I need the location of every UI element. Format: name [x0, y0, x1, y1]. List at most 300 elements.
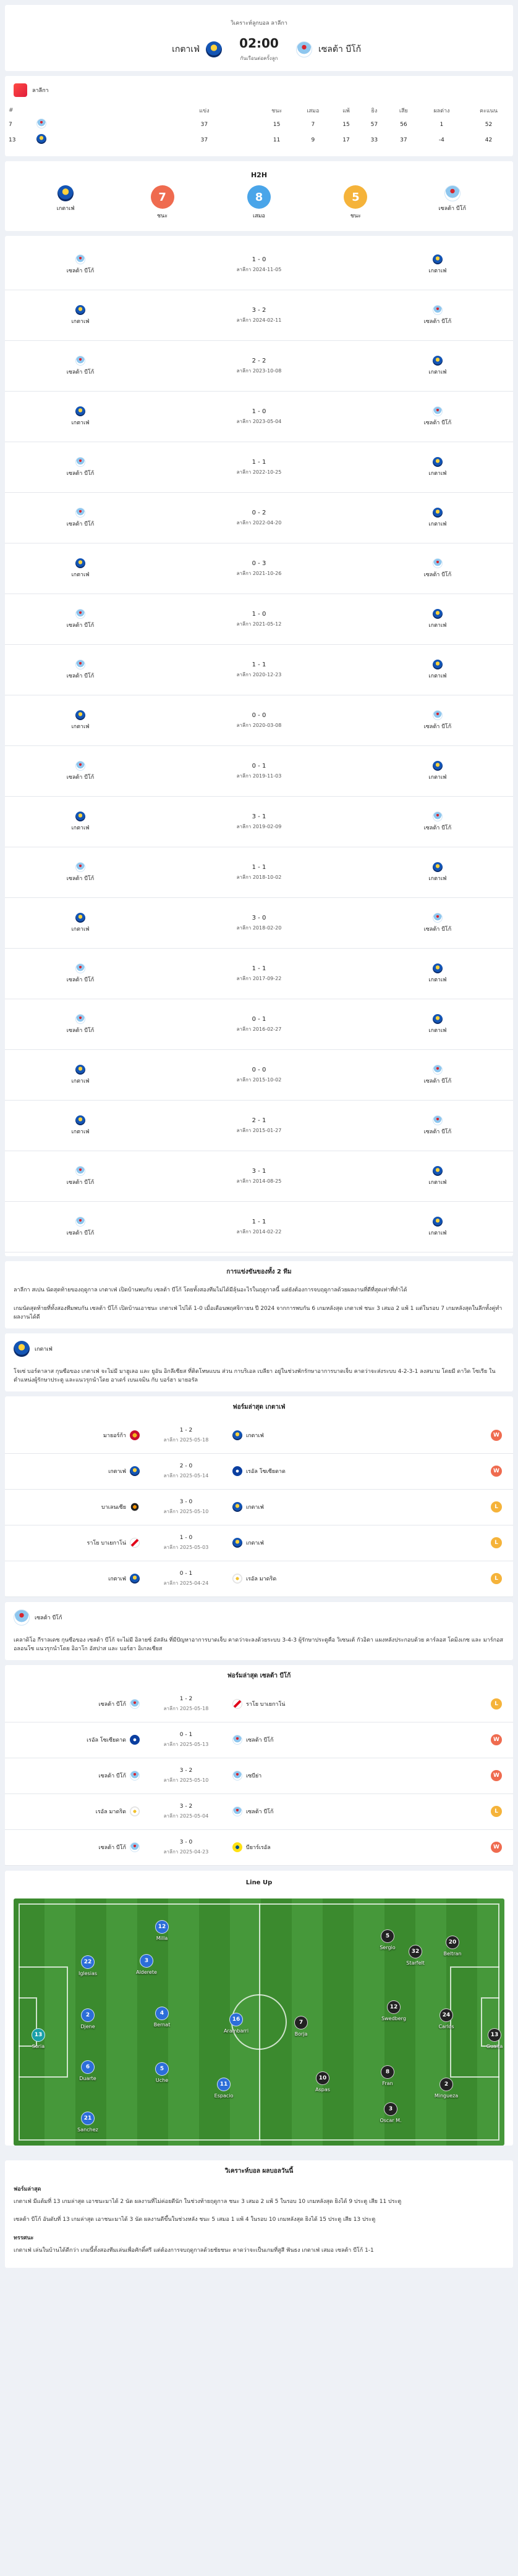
form-away-name: เรอัล โซเซียดาด	[246, 1469, 286, 1475]
match-score: 0 - 1	[252, 762, 266, 770]
getafe-crest-icon	[232, 1538, 242, 1548]
form-away-name: เซลต้า บีโก้	[246, 1809, 274, 1816]
list-item[interactable]	[5, 1151, 513, 1202]
list-item[interactable]	[5, 898, 513, 949]
form-away	[232, 1466, 356, 1476]
match-home-name: เซลต้า บีโก้	[66, 673, 95, 679]
match-score: 2 - 2	[252, 357, 266, 364]
away-section-name: เซลต้า บีโก้	[35, 1614, 62, 1621]
match-home	[25, 609, 136, 629]
match-away-name: เกตาเฟ่	[428, 623, 447, 629]
form-away-name: เกตาเฟ่	[246, 1433, 264, 1440]
form-away	[232, 1842, 356, 1852]
row-pos: 13	[9, 136, 16, 143]
list-item[interactable]	[5, 594, 513, 645]
match-away	[382, 913, 493, 933]
form-score: 3 - 0	[179, 1498, 193, 1505]
list-item[interactable]	[5, 797, 513, 847]
form-result-badge: L	[491, 1698, 502, 1710]
getafe-crest-icon	[433, 1166, 443, 1176]
getafe-crest-icon	[75, 710, 85, 720]
form-score: 2 - 0	[179, 1462, 193, 1469]
form-score: 3 - 0	[179, 1839, 193, 1845]
form-score: 1 - 0	[179, 1534, 193, 1541]
list-item[interactable]	[5, 1050, 513, 1101]
match-score: 3 - 0	[252, 914, 266, 921]
match-away-name: เซลต้า บีโก้	[423, 319, 452, 325]
form-result-badge: W	[491, 1430, 502, 1441]
player-name: Aspas	[315, 2086, 330, 2092]
player-number: 22	[81, 1955, 95, 1969]
match-away-name: เซลต้า บีโก้	[423, 825, 452, 831]
row-team	[33, 132, 66, 148]
table-row[interactable]	[5, 1454, 513, 1490]
player-name: Borja	[294, 2031, 308, 2037]
h2h-title: H2H	[250, 171, 268, 179]
h2h-home-wins	[129, 185, 197, 220]
col-win: ชนะ	[271, 108, 282, 114]
away-player[interactable]	[282, 2016, 320, 2037]
match-away-name: เซลต้า บีโก้	[423, 420, 452, 426]
home-player[interactable]	[69, 1955, 106, 1976]
form-result-badge: L	[491, 1501, 502, 1512]
getafe-crest-icon	[433, 356, 443, 366]
list-item[interactable]	[5, 1202, 513, 1252]
list-item[interactable]	[5, 392, 513, 442]
getafe-crest-icon	[75, 305, 85, 315]
form-score: 3 - 2	[179, 1767, 193, 1774]
form-date: ลาลีกา 2025-05-13	[163, 1741, 209, 1747]
prediction-subtitle: ฟอร์มล่าสุด	[14, 2186, 41, 2192]
list-item[interactable]	[5, 240, 513, 290]
celta-crest-icon	[130, 1842, 140, 1852]
form-away-name: เกตาเฟ่	[246, 1504, 264, 1511]
player-name: Iglesias	[78, 1970, 98, 1976]
match-home-name: เซลต้า บีโก้	[66, 1230, 95, 1236]
form-home	[16, 1430, 140, 1440]
celta-crest-icon	[296, 41, 312, 57]
away-player[interactable]	[375, 2000, 412, 2021]
match-away	[382, 305, 493, 325]
match-home-name: เซลต้า บีโก้	[66, 268, 95, 274]
match-home	[25, 1065, 136, 1085]
getafe-crest-icon	[75, 1115, 85, 1125]
list-item[interactable]	[5, 949, 513, 999]
form-away-name: บียาร์เรอัล	[246, 1845, 271, 1852]
match-header	[5, 5, 513, 71]
match-away-name: เกตาเฟ่	[428, 471, 447, 477]
match-away-name: เกตาเฟ่	[428, 1180, 447, 1186]
celta-crest-icon	[75, 660, 85, 669]
home-section-name: เกตาเฟ่	[35, 1346, 53, 1353]
form-result-badge: W	[491, 1734, 502, 1745]
h2h-draws-label: เสมอ	[253, 213, 265, 219]
row-gd: -4	[438, 136, 444, 143]
row-draw: 9	[311, 136, 315, 143]
table-row[interactable]	[5, 1794, 513, 1830]
getafe-crest-icon	[433, 660, 443, 669]
form-home-name: ราโย บาเยกาโน่	[87, 1540, 126, 1547]
row-pts: 42	[485, 136, 493, 143]
match-home-name: เกตาเฟ่	[71, 724, 90, 730]
lineup-title: Line Up	[245, 1879, 273, 1886]
list-item[interactable]	[5, 341, 513, 392]
match-home-name: เกตาเฟ่	[71, 572, 90, 578]
row-gd: 1	[439, 121, 444, 128]
form-home-name: เกตาเฟ่	[108, 1469, 126, 1475]
form-home	[16, 1806, 140, 1816]
form-home-name: มายอร์ก้า	[103, 1433, 126, 1440]
table-row[interactable]	[5, 132, 513, 148]
celta-crest-icon	[433, 812, 443, 821]
away-form-title: ฟอร์มล่าสุด เซลต้า บีโก้	[227, 1672, 291, 1679]
match-away	[382, 1115, 493, 1136]
match-home	[25, 660, 136, 680]
match-date: ลาลีกา 2023-10-08	[236, 367, 282, 374]
rayo-crest-icon	[130, 1538, 140, 1548]
player-name: Mingueza	[434, 2092, 459, 2099]
match-score: 3 - 1	[252, 1167, 266, 1175]
getafe-crest-icon	[75, 1065, 85, 1075]
list-item[interactable]	[5, 1101, 513, 1151]
h2h-away-label: เซลต้า บีโก้	[438, 206, 466, 212]
match-score: 3 - 2	[252, 306, 266, 314]
match-home-name: เซลต้า บีโก้	[66, 521, 95, 527]
celta-crest-icon	[75, 862, 85, 872]
celta-crest-icon	[130, 1699, 140, 1709]
form-home-name: เกตาเฟ่	[108, 1576, 126, 1583]
match-date: ลาลีกา 2024-02-11	[236, 317, 282, 323]
form-away	[232, 1806, 356, 1816]
getafe-crest-icon	[130, 1574, 140, 1584]
form-date: ลาลีกา 2025-05-10	[163, 1508, 209, 1514]
h2h-match-list	[5, 236, 513, 1256]
player-number: 7	[294, 2016, 308, 2029]
prediction-paragraph: เกตาเฟ่ มีแต้มที่ 13 เกมล่าสุด เอาชนะมาได้ 2 นัด ผลงานที่ไม่ค่อยดีนัก ในช่วงท้ายฤดูกาล ชนะ 3 เสมอ 2 แพ้ 5 ในรอบ 10 เกมหลังสุด ยิงได้ 9 ประตู เสีย 11 ประตู	[14, 2198, 402, 2205]
col-gd: ผลต่าง	[433, 108, 450, 114]
away-team-section	[5, 1602, 513, 1660]
match-away	[382, 356, 493, 376]
getafe-crest-icon	[57, 185, 74, 201]
row-loss: 17	[342, 136, 350, 143]
match-home	[25, 963, 136, 984]
list-item[interactable]	[5, 290, 513, 341]
match-score: 1 - 1	[252, 965, 266, 972]
prediction-paragraph: เซลต้า บีโก้ อันดับที่ 13 เกมล่าสุด เอาชนะมาได้ 3 นัด ผลงานดีขึ้นในช่วงหลัง ชนะ 5 เสมอ 1 แพ้ 4 ในรอบ 10 เกมหลังสุด ยิงได้ 15 ประตู เสีย 13 ประตู	[14, 2217, 376, 2223]
list-item[interactable]	[5, 695, 513, 746]
form-home-name: เซลต้า บีโก้	[98, 1845, 126, 1852]
away-form-card	[5, 1665, 513, 1866]
row-loss: 15	[342, 121, 350, 128]
celta-crest-icon	[232, 1806, 242, 1816]
match-home-name: เกตาเฟ่	[71, 420, 90, 426]
match-home-name: เซลต้า บีโก้	[66, 1028, 95, 1034]
table-row[interactable]	[5, 1687, 513, 1722]
standings-league: ลาลีกา	[32, 88, 49, 94]
player-name: Guaita	[486, 2043, 503, 2049]
match-home-name: เซลต้า บีโก้	[66, 623, 95, 629]
match-away	[382, 508, 493, 528]
match-score: 1 - 1	[252, 863, 266, 871]
form-away	[232, 1699, 356, 1709]
form-away-name: เซลต้า บีโก้	[246, 1737, 274, 1744]
celta-crest-icon	[433, 710, 443, 720]
form-date: ลาลีกา 2025-04-24	[163, 1580, 209, 1586]
row-pts: 52	[485, 121, 493, 128]
table-row[interactable]	[5, 1758, 513, 1794]
match-score: 3 - 1	[252, 813, 266, 820]
celta-crest-icon	[14, 1609, 30, 1626]
getafe-crest-icon	[433, 457, 443, 467]
match-away	[382, 862, 493, 883]
getafe-crest-icon	[232, 1430, 242, 1440]
col-team	[33, 104, 66, 117]
match-home	[25, 710, 136, 731]
table-row[interactable]	[5, 1490, 513, 1525]
row-pos: 7	[9, 121, 12, 128]
table-row[interactable]	[5, 1525, 513, 1561]
home-player[interactable]	[143, 2062, 180, 2083]
celta-crest-icon	[433, 913, 443, 923]
celta-crest-icon	[75, 254, 85, 264]
player-number: 2	[439, 2078, 453, 2091]
form-score: 1 - 2	[179, 1427, 193, 1433]
player-number: 4	[155, 2007, 169, 2020]
celta-crest-icon	[433, 558, 443, 568]
player-name: Swedberg	[381, 2015, 406, 2021]
match-score: 1 - 0	[252, 256, 266, 263]
player-name: Bernat	[153, 2021, 171, 2028]
form-away-name: เซบีย่า	[246, 1773, 262, 1780]
match-status: กันเรือนต่อครั้งลูก	[240, 56, 278, 61]
away-team[interactable]	[296, 41, 432, 57]
getafe-crest-icon	[75, 913, 85, 923]
form-date: ลาลีกา 2025-05-18	[163, 1437, 209, 1443]
form-away	[232, 1771, 356, 1781]
home-player[interactable]	[218, 2013, 255, 2034]
form-result-badge: W	[491, 1466, 502, 1477]
form-home-name: เซลต้า บีโก้	[98, 1773, 126, 1780]
player-number: 5	[155, 2062, 169, 2076]
home-player[interactable]	[143, 2007, 180, 2028]
celta-crest-icon	[75, 761, 85, 771]
match-home	[25, 558, 136, 579]
table-row[interactable]	[5, 1722, 513, 1758]
sociedad-crest-icon	[130, 1735, 140, 1745]
prediction-card	[5, 2160, 513, 2268]
match-home	[25, 356, 136, 376]
player-name: Djene	[80, 2023, 95, 2029]
match-home-name: เซลต้า บีโก้	[66, 369, 95, 375]
col-played: แข่ง	[199, 108, 210, 114]
match-away	[382, 1166, 493, 1186]
table-row[interactable]	[5, 1418, 513, 1454]
h2h-away	[418, 185, 486, 212]
row-win: 11	[273, 136, 281, 143]
home-player[interactable]	[69, 2060, 106, 2081]
col-loss: แพ้	[342, 108, 350, 114]
getafe-crest-icon	[75, 812, 85, 821]
celta-crest-icon	[130, 1771, 140, 1781]
celta-crest-icon	[433, 305, 443, 315]
row-ga: 56	[400, 121, 407, 128]
match-score: 0 - 0	[252, 711, 266, 719]
form-away	[232, 1538, 356, 1548]
match-home-name: เซลต้า บีโก้	[66, 977, 95, 983]
form-home	[16, 1466, 140, 1476]
home-player[interactable]	[128, 1954, 165, 1975]
list-item[interactable]	[5, 746, 513, 797]
getafe-crest-icon	[433, 1014, 443, 1024]
row-team	[33, 117, 66, 132]
match-away	[382, 963, 493, 984]
away-player[interactable]	[369, 2065, 406, 2086]
home-form-card	[5, 1396, 513, 1597]
celta-crest-icon	[75, 609, 85, 619]
row-played: 37	[200, 121, 208, 128]
match-date: ลาลีกา 2018-02-20	[236, 925, 282, 931]
away-player[interactable]	[428, 2078, 465, 2099]
match-date: ลาลีกา 2021-10-26	[236, 570, 282, 576]
form-result-badge: W	[491, 1842, 502, 1853]
madrid-crest-icon	[232, 1574, 242, 1584]
form-score: 0 - 1	[179, 1731, 193, 1738]
form-result-badge: W	[491, 1770, 502, 1781]
match-away-name: เกตาเฟ่	[428, 673, 447, 679]
match-away	[382, 1217, 493, 1237]
celta-crest-icon	[75, 457, 85, 467]
standings-table	[5, 104, 513, 148]
match-date: ลาลีกา 2014-02-22	[236, 1228, 282, 1235]
home-player[interactable]	[143, 1920, 180, 1941]
player-number: 13	[488, 2028, 501, 2042]
match-away	[382, 1014, 493, 1034]
away-player[interactable]	[372, 2102, 409, 2123]
row-played: 37	[200, 136, 208, 143]
h2h-away-wins-label: ชนะ	[350, 213, 361, 219]
match-score: 1 - 1	[252, 458, 266, 466]
col-ga: เสีย	[399, 108, 408, 114]
home-player[interactable]	[69, 2112, 106, 2133]
match-score: 0 - 0	[252, 1066, 266, 1073]
player-number: 16	[229, 2013, 243, 2026]
h2h-away-wins-value: 5	[344, 185, 367, 209]
form-home	[16, 1699, 140, 1709]
home-team-name: เกตาเฟ่	[172, 44, 200, 54]
form-away-name: ราโย บาเยกาโน่	[246, 1701, 286, 1708]
match-home	[25, 406, 136, 427]
list-item[interactable]	[5, 442, 513, 493]
celta-crest-icon	[75, 1166, 85, 1176]
match-date: ลาลีกา 2014-08-25	[236, 1178, 282, 1184]
form-away	[232, 1574, 356, 1584]
table-row[interactable]	[5, 1830, 513, 1866]
celta-crest-icon	[433, 406, 443, 416]
match-away	[382, 660, 493, 680]
player-name: Sanchez	[77, 2126, 98, 2133]
match-date: ลาลีกา 2015-01-27	[236, 1127, 282, 1133]
away-player[interactable]	[434, 1936, 471, 1957]
match-home-name: เซลต้า บีโก้	[66, 774, 95, 781]
h2h-home	[32, 185, 100, 212]
h2h-home-wins-label: ชนะ	[157, 213, 168, 219]
away-player[interactable]	[428, 2008, 465, 2029]
lineup-card	[5, 1871, 513, 2146]
match-away-name: เกตาเฟ่	[428, 1230, 447, 1236]
getafe-crest-icon	[433, 609, 443, 619]
form-score: 1 - 2	[179, 1695, 193, 1702]
laliga-logo-icon	[14, 83, 27, 97]
player-name: Fran	[382, 2080, 393, 2086]
player-number: 12	[387, 2000, 401, 2014]
list-item[interactable]	[5, 999, 513, 1050]
h2h-draws	[225, 185, 293, 220]
list-item[interactable]	[5, 847, 513, 898]
match-score: 1 - 1	[252, 1218, 266, 1225]
list-item[interactable]	[5, 645, 513, 695]
match-home	[25, 508, 136, 528]
col-draw: เสมอ	[307, 108, 320, 114]
match-away-name: เกตาเฟ่	[428, 977, 447, 983]
away-player[interactable]	[476, 2028, 504, 2049]
player-name: Oscar M.	[380, 2117, 402, 2123]
villarreal-crest-icon	[232, 1842, 242, 1852]
getafe-crest-icon	[14, 1341, 30, 1357]
match-home	[25, 862, 136, 883]
list-item[interactable]	[5, 543, 513, 594]
match-away-name: เซลต้า บีโก้	[423, 724, 452, 730]
getafe-crest-icon	[75, 558, 85, 568]
form-away-name: เกตาเฟ่	[246, 1540, 264, 1547]
match-away	[382, 812, 493, 832]
home-player[interactable]	[205, 2078, 242, 2099]
player-number: 12	[155, 1920, 169, 1934]
home-player[interactable]	[20, 2028, 57, 2049]
form-home	[16, 1842, 140, 1852]
prediction-title: วิเคราะห์บอล ผลบอลวันนี้	[224, 2167, 294, 2175]
match-home	[25, 254, 136, 275]
player-number: 6	[81, 2060, 95, 2074]
h2h-away-wins	[321, 185, 389, 220]
form-score: 3 - 2	[179, 1803, 193, 1810]
h2h-home-label: เกตาเฟ่	[56, 206, 75, 212]
home-form-title: ฟอร์มล่าสุด เกตาเฟ่	[232, 1403, 286, 1411]
match-score: 2 - 1	[252, 1117, 266, 1124]
home-team[interactable]	[86, 41, 222, 57]
player-number: 13	[32, 2028, 45, 2042]
table-row[interactable]	[5, 117, 513, 132]
away-player[interactable]	[304, 2071, 341, 2092]
celta-crest-icon	[433, 1065, 443, 1075]
list-item[interactable]	[5, 493, 513, 543]
match-home-name: เซลต้า บีโก้	[66, 876, 95, 882]
player-number: 5	[381, 1929, 394, 1943]
player-name: Arambarri	[223, 2028, 249, 2034]
getafe-crest-icon	[232, 1502, 242, 1512]
player-name: Espacio	[214, 2092, 234, 2099]
form-away	[232, 1502, 356, 1512]
form-result-badge: L	[491, 1537, 502, 1548]
form-home-name: เรอัล มาดริด	[95, 1809, 126, 1816]
away-player[interactable]	[369, 1929, 406, 1950]
match-date: ลาลีกา 2019-11-03	[236, 773, 282, 779]
player-number: 20	[446, 1936, 459, 1949]
match-away-name: เกตาเฟ่	[428, 521, 447, 527]
celta-crest-icon	[75, 508, 85, 518]
home-player[interactable]	[69, 2008, 106, 2029]
table-row[interactable]	[5, 1561, 513, 1597]
getafe-crest-icon	[433, 963, 443, 973]
